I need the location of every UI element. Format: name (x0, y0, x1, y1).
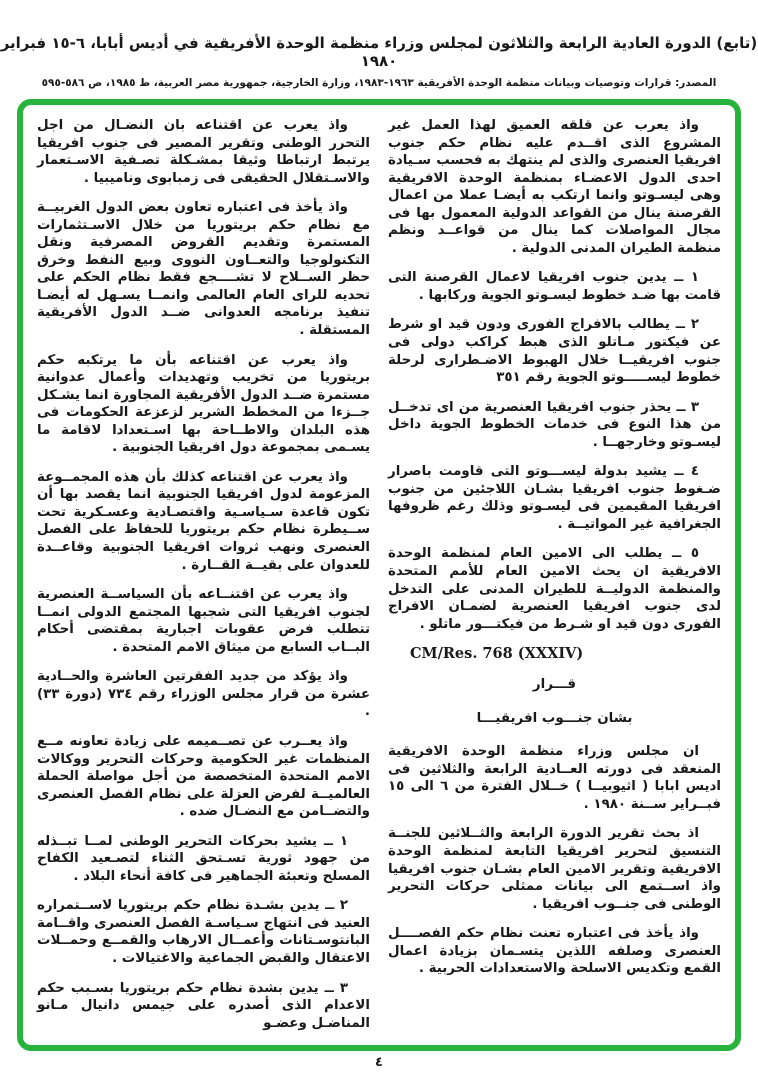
resolution-heading: قـــرار (532, 677, 577, 693)
document-title: (تابع) الدورة العادية الرابعة والثلاثون لمجلس وزراء منظمة الوحدة الأفريقية في أديس أبابا، ٦-١٥ فبراير ١٩٨٠ (0, 34, 758, 70)
numbered-clause: ٢ ــ يدين بشـدة نظام حكم بريتوريا لاســتمراره العنيد فى انتهاج سـياسـة الفصل العنصرى واقــامة البانتوسـتانات وأعمــال الارهاب والقمــع وحمــلات الاعتقال والقبض الجماعية والاغتيالات . (37, 898, 370, 966)
paragraph: اذ بحث تقرير الدورة الرابعة والثــلاثين للجنــة التنسيق لتحرير افريقيا التابعة لمنظمة الوحدة الافريقية وتقرير الامين العام بشـان جنوب افريقيا واذ اســتمع الى بيانات ممثلى حركات التحرير الوطنى فى جنــوب افريقيا . (388, 826, 721, 912)
document-body (23, 105, 735, 1045)
numbered-clause: ٣ ــ يحذر جنوب افريقيا العنصرية من اى تدخــل من هذا النوع فى خدمات الخطوط الجوية داخل ليسـوتو وخارجهــا . (388, 399, 721, 450)
page-number: ٤ (375, 1055, 383, 1070)
page-header (0, 0, 758, 89)
numbered-clause: ١ ــ يدين جنوب افريقيا لاعمال القرصنة التى قامت بها ضـد خطوط ليسـوتو الجوية وركابها . (388, 270, 721, 303)
paragraph: واذ يعــرب عن تصــميمه على زيادة تعاونه مــع المنظمات غير الحكومية وحركات التحرير ووكالات الامم المتحدة المتخصصة من أجل مواصلة الحملة العالميــة لفرض العزلة على نظام الفصل العنصرى والتضــامن مع النضـال ضده . (37, 733, 370, 820)
resolution-subject: بشان جنـــوب افريقيـــا (476, 710, 633, 726)
numbered-clause: ٤ ــ يشيد بدولة ليســـوتو التى قاومت باصرار ضـغوط جنوب افريقيا بشـان اللاجئين من جنوب افريقيا المقيمين فى ليسـوتو وذلك رغم ظروفها الجغرافية غير المواتيــة . (388, 464, 721, 532)
numbered-clause: ٥ ــ يطلب الى الامين العام لمنظمة الوحدة الافريقية ان يحث الامين العام للأمم المتحدة والمنظمة الدوليــة للطيران المدنى على التدخل لدى جنوب افريقيا العنصرية لضمـان الافراج الفورى دون قيد او شـرط من فيكتـــور ماتلو . (388, 546, 721, 632)
paragraph: واذ يأخذ فى اعتباره تعاون بعض الدول الغربيــة مع نظام حكم بريتوريا من خلال الاسـتثمارات المستمرة وتقديم القروض المصرفية ونقل التكنولوجيا والتعــاون النووى وبيع النفط وخرق حظر الســلاح لا تشــــجع فقط نظام الحكم على تحديه للراى العام العالمى وانمــا يسـهل له أيضـا تنفيذ برنامجه العدوانى ضــد الدول الأفريقية المستقلة . (37, 200, 370, 339)
numbered-clause: ٣ ــ يدين بشدة نظام حكم بريتوريا بسـبب حكم الاعدام الذى أصدره على جيمس دانيال مـانو المناضـل وعضـو (37, 980, 370, 1031)
paragraph: واذ يعرب عن اقتنــاعه بأن السياســة العنصرية لجنوب افريقيا التى شجبها المجتمع الدولى انمــا تتطلب فرض عقوبات اجبارية بمقتضى أحكام البــاب السابع من ميثاق الامم المتحدة . (37, 587, 370, 655)
column-left (37, 117, 370, 1035)
paragraph: واذ يعرب عن اقتناعه بان النضـال من اجل التحرر الوطنى وتقرير المصير فى جنوب افريقيا يرتبط ارتباطا وثيقا بمشـكلة تصـفية الاسـتعمار والاسـتقلال الحقيقى فى زمبابوى وناميبيا . (37, 118, 370, 186)
paragraph: واذ يعرب عن اقتناعه بأن ما يرتكبه حكم بريتوريا من تخريب وتهديدات وأعمال عدوانية مستمرة ضــد الدول الأفريقية المجاورة انما يشـكل جــزءا من المخطط الشرير لزعزعة الحكومات فى هذه البلدان والاطــاحة بها اسـتعدادا لاقامة ما يسـمى بمجموعة دول افريقيا الجنوبية . (37, 352, 370, 456)
paragraph: ان مجلس وزراء منظمة الوحدة الافريقية المنعقد فى دورته العــادية الرابعة والثلاثين فى اديس ابابا ( اثيوبيــا ) خــلال الفترة من ٦ الى ١٥ فبــراير ســنة ١٩٨٠ . (388, 744, 721, 812)
column-right (388, 117, 721, 1035)
numbered-clause: ٢ ــ يطالب بالافراج الفورى ودون قيد او شرط عن فيكتور مـاتلو الذى هبط كراكب دولى فى جنوب افريقيــا خلال الهبوط الاضـطرارى لرحلة خطوط ليســـــوتو الجوية رقم ٣٥١ (388, 317, 721, 386)
source-line: المصدر: قرارات وتوصيات وبيانات منظمة الوحدة الأفريقية ١٩٦٣-١٩٨٣، وزارة الخارجية، جمهورية مصر العربية، ط ١٩٨٥، ص ٥٨٦-٥٩٥ (41, 77, 717, 89)
resolution-code: CM/Res. 768 (XXXIV) (410, 645, 584, 663)
paragraph: واذ يؤكد من جديد الفقرتين العاشرة والحــادية عشرة من قرار مجلس الوزراء رقم ٧٣٤ (دورة ٣٣) . (37, 669, 370, 720)
paragraph: واذ يأخذ فى اعتباره تعنت نظام حكم الفصــــل العنصرى وصلفه اللذين يتسـمان بزيادة اعمال القمع وتكديس الاسلحة والاستعدادات الحربية . (388, 926, 721, 977)
numbered-clause: ١ ــ يشيد بحركات التحرير الوطنى لمــا تبــذله من جهود ثورية تسـتحق الثناء لتصـعيد الكفاح المسلح وتعبئة الجماهير فى كافة أنحاء البلاد . (37, 833, 370, 884)
paragraph: واذ يعرب عن قلقه العميق لهذا العمل غير المشروع الذى اقــدم عليه نظام حكم جنوب افريقيا العنصرى والذى لم ينتهك به فحسب سـيادة احدى الدول الاعضـاء بمنظمة الوحدة الافريقية وهى ليسـوتو وانما ارتكب به أيضـا عملا من اعمال القرصنة ينال من القواعد الدولية المعمول بها فى مجال المواصلات كما ينال من قواعــد ونظم منظمة الطيران المدنى الدولية . (388, 118, 721, 256)
paragraph: واذ يعرب عن اقتناعه كذلك بأن هذه المجمــوعة المزعومة لدول افريقيا الجنوبية انما يقصد بها أن تكون قاعدة سـياسـية واقتصـادية وعسـكرية تحت ســيطرة نظام حكم بريتوريا للحفاظ على الفصل العنصرى ونهب ثروات افريقيا الجنوبية وقاعــدة للعدوان على بقيــة القــارة . (37, 469, 370, 573)
green-border-frame (17, 99, 741, 1051)
